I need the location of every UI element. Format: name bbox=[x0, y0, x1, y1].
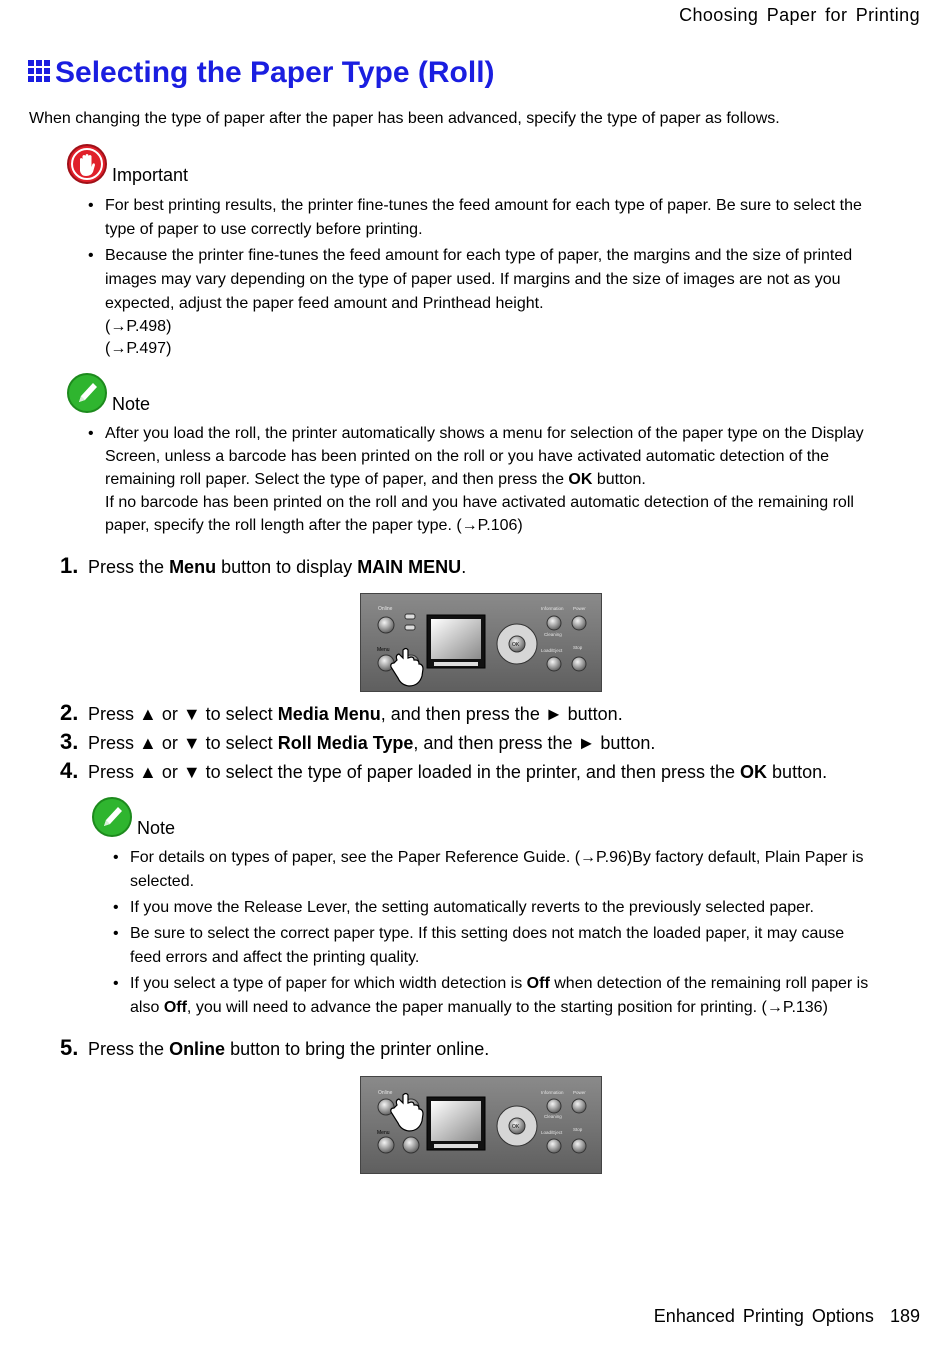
note-body bbox=[88, 422, 878, 539]
page-title bbox=[28, 56, 495, 90]
list-item-text: button. bbox=[596, 471, 646, 488]
panel-label: Menu bbox=[377, 647, 390, 653]
list-item: • Be sure to select the correct paper type. If this setting does not match the loaded paper, it may cause feed errors and affect the printing quality. bbox=[113, 922, 878, 970]
step-5 bbox=[60, 1035, 489, 1061]
panel-label: Information bbox=[541, 1090, 564, 1095]
note-heading bbox=[66, 372, 150, 414]
step-number: 1. bbox=[60, 553, 79, 578]
list-item-text: If you select a type of paper for which width detection is bbox=[130, 975, 523, 992]
step-4 bbox=[60, 758, 827, 784]
step-text: Press the bbox=[88, 557, 165, 577]
step-text: button. bbox=[772, 762, 828, 782]
panel-label: OK bbox=[512, 642, 520, 648]
page-reference[interactable]: (→P.136) bbox=[761, 999, 828, 1016]
off-emphasis: Off bbox=[526, 975, 550, 992]
list-item-text: , you will need to advance the paper manually to the starting position for printing. bbox=[186, 999, 758, 1016]
panel-label: Cleaning bbox=[544, 1114, 562, 1119]
list-item-text: By factory default, Plain Paper is selected. bbox=[130, 849, 864, 890]
panel-label: Stop bbox=[573, 645, 583, 650]
media-menu-emphasis: Media Menu bbox=[277, 704, 381, 724]
pencil-note-icon bbox=[66, 372, 108, 414]
pencil-note-icon bbox=[91, 796, 133, 838]
note-label: Note bbox=[137, 818, 176, 838]
step-3 bbox=[60, 729, 655, 755]
important-body bbox=[88, 194, 878, 362]
step-text: Press ▲ or ▼ to select the type of paper loaded in the printer, and then press the bbox=[88, 762, 736, 782]
ok-emphasis: OK bbox=[740, 762, 768, 782]
step-text: Press the bbox=[88, 1039, 165, 1059]
ok-emphasis: OK bbox=[568, 471, 593, 488]
panel-label: Online bbox=[378, 1090, 393, 1096]
step-text: button to display bbox=[221, 557, 353, 577]
page-reference[interactable]: (→P.497) bbox=[105, 340, 172, 357]
panel-label: OK bbox=[512, 1124, 520, 1130]
page-reference[interactable]: (→P.106) bbox=[456, 517, 523, 534]
off-emphasis: Off bbox=[163, 999, 187, 1016]
panel-label: Cleaning bbox=[544, 632, 562, 637]
panel-label: Online bbox=[378, 606, 393, 612]
menu-emphasis: Menu bbox=[169, 557, 217, 577]
panel-label: Information bbox=[541, 606, 564, 611]
step-text: button to bring the printer online. bbox=[230, 1039, 490, 1059]
control-panel-image bbox=[361, 1077, 601, 1173]
stop-hand-icon bbox=[66, 143, 108, 185]
roll-media-type-emphasis: Roll Media Type bbox=[277, 733, 414, 753]
page-title-text: Selecting the Paper Type (Roll) bbox=[55, 56, 495, 89]
list-item bbox=[113, 846, 878, 894]
step-text: Press ▲ or ▼ to select bbox=[88, 733, 273, 753]
step-text: Press ▲ or ▼ to select bbox=[88, 704, 273, 724]
panel-label: Menu bbox=[377, 1130, 390, 1136]
step-2 bbox=[60, 700, 623, 726]
list-item-text: After you load the roll, the printer automatically shows a menu for selection of the paper type on the Display Screen, unless a barcode has been printed on the roll or you have activated automatic detection of the remaining roll paper. Select the type of paper, and then press the bbox=[105, 425, 864, 488]
list-item bbox=[88, 244, 878, 360]
page-reference[interactable]: (→P.498) bbox=[105, 318, 172, 335]
step-text: , and then press the ► button. bbox=[413, 733, 656, 753]
note-label: Note bbox=[112, 394, 151, 414]
list-item bbox=[113, 972, 878, 1020]
panel-label: Power bbox=[573, 606, 586, 611]
online-emphasis: Online bbox=[169, 1039, 226, 1059]
panel-label: Load/Eject bbox=[541, 648, 563, 653]
step-text: . bbox=[461, 557, 467, 577]
step-text: , and then press the ► button. bbox=[380, 704, 623, 724]
list-item: • For best printing results, the printer fine-tunes the feed amount for each type of paper. Be sure to select the type of paper to use correctly before printing. bbox=[88, 194, 878, 242]
panel-label: Power bbox=[573, 1090, 586, 1095]
step-number: 5. bbox=[60, 1035, 79, 1060]
note-heading bbox=[91, 796, 175, 838]
main-menu-emphasis: MAIN MENU bbox=[357, 557, 462, 577]
list-item-text: If no barcode has been printed on the roll and you have activated automatic detection of the remaining roll paper, specify the roll length after the paper type. bbox=[105, 494, 854, 534]
important-label: Important bbox=[112, 165, 189, 185]
list-item-text: Because the printer fine-tunes the feed amount for each type of paper, the margins and the size of printed images may vary depending on the type of paper used. If margins and the size of images are not as you expected, adjust the paper feed amount and Printhead height. bbox=[105, 247, 853, 312]
intro-text: When changing the type of paper after the paper has been advanced, specify the type of paper as follows. bbox=[29, 110, 780, 127]
step-1 bbox=[60, 553, 466, 579]
page-number: 189 bbox=[889, 1306, 920, 1326]
page-footer bbox=[654, 1306, 920, 1327]
panel-label: Stop bbox=[573, 1127, 583, 1132]
panel-label: Load/Eject bbox=[541, 1130, 563, 1135]
control-panel-illustration-menu bbox=[360, 593, 602, 692]
running-header: Choosing Paper for Printing bbox=[679, 5, 920, 25]
important-heading bbox=[66, 143, 188, 185]
list-item-text: when detection of the remaining roll paper is also bbox=[130, 975, 869, 1016]
list-item: • If you move the Release Lever, the setting automatically reverts to the previously selected paper. bbox=[113, 896, 878, 920]
control-panel-image bbox=[361, 594, 601, 691]
title-grid-icon bbox=[28, 60, 50, 82]
list-item bbox=[88, 422, 878, 537]
page-reference[interactable]: (→P.96) bbox=[574, 849, 633, 866]
step-number: 3. bbox=[60, 729, 79, 754]
step-number: 4. bbox=[60, 758, 79, 783]
footer-section: Enhanced Printing Options bbox=[653, 1306, 874, 1326]
step-number: 2. bbox=[60, 700, 79, 725]
control-panel-illustration-online bbox=[360, 1076, 602, 1174]
list-item-text: For details on types of paper, see the Paper Reference Guide. bbox=[130, 849, 571, 866]
note-body bbox=[113, 846, 878, 1022]
